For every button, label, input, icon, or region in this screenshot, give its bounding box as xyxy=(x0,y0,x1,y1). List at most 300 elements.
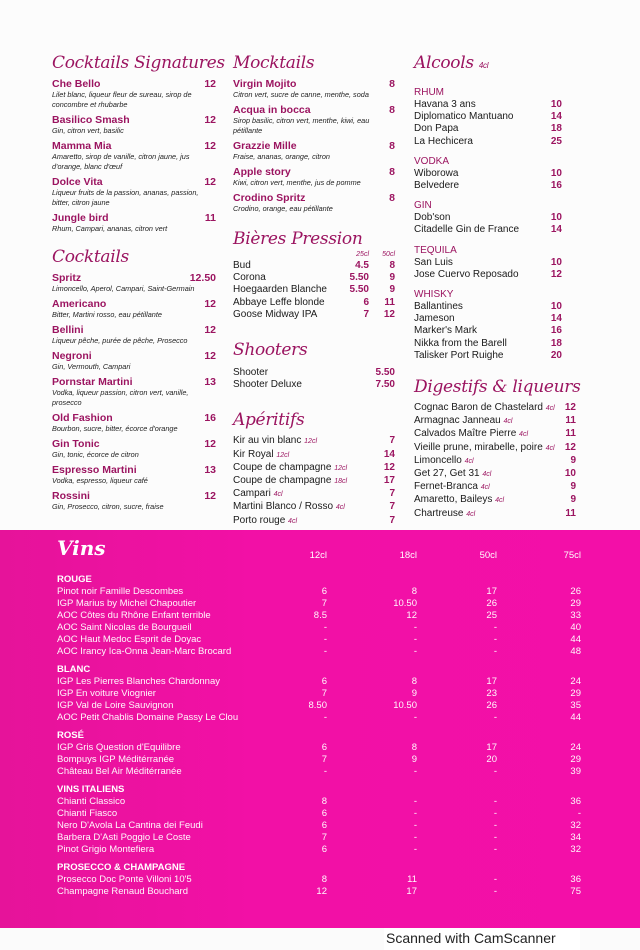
drink-price: 9 xyxy=(570,494,576,506)
menu-item-name: Crodino Spritz xyxy=(233,192,306,204)
mocktails-list xyxy=(233,78,395,214)
scanner-watermark: Scanned with CamScanner xyxy=(384,928,580,950)
wine-price-18cl: - xyxy=(413,646,417,657)
drink-label xyxy=(414,468,491,481)
menu-item-name: Che Bello xyxy=(52,78,101,90)
wine-row xyxy=(57,676,587,688)
alcools-list xyxy=(414,87,576,362)
spirit-row xyxy=(414,180,576,192)
wine-name: IGP Val de Loire Sauvignon xyxy=(57,700,174,711)
spirit-price: 14 xyxy=(550,313,562,325)
spirit-name: Jameson xyxy=(414,313,455,325)
menu-item-price: 12.50 xyxy=(189,272,216,284)
menu-item-description: Crodino, orange, eau pétillante xyxy=(233,204,333,213)
spirit-price: 12 xyxy=(550,268,562,280)
wine-price-18cl: - xyxy=(413,796,417,807)
wine-price-12cl: 7 xyxy=(321,832,327,843)
wine-name: IGP Gris Question d'Equilibre xyxy=(57,742,181,753)
menu-item xyxy=(52,140,216,172)
wine-price-75cl: 44 xyxy=(570,634,581,645)
wine-price-75cl: 48 xyxy=(570,646,581,657)
drink-label xyxy=(414,508,475,521)
wine-price-50cl: - xyxy=(493,844,497,855)
menu-item xyxy=(52,324,216,346)
wine-category-label: VINS ITALIENS xyxy=(57,784,125,795)
menu-item-price: 13 xyxy=(204,376,216,388)
spirit-row xyxy=(414,168,576,180)
menu-item-name: Virgin Mojito xyxy=(233,78,297,90)
spirit-row xyxy=(414,338,576,350)
wine-price-12cl: 6 xyxy=(321,742,327,753)
wine-price-12cl: 7 xyxy=(321,688,327,699)
wine-row xyxy=(57,796,587,808)
wine-category-label: ROUGE xyxy=(57,574,92,585)
drink-label xyxy=(414,402,555,415)
wine-row xyxy=(57,742,587,754)
beer-price-50cl: 8 xyxy=(389,260,395,271)
wine-price-50cl: - xyxy=(493,832,497,843)
spirit-price: 14 xyxy=(550,111,562,123)
spirit-row xyxy=(414,350,576,362)
drink-row xyxy=(414,442,576,455)
menu-item-price: 12 xyxy=(204,438,216,450)
menu-item-description: Liqueur pêche, purée de pêche, Prosecco xyxy=(52,336,188,345)
beer-size-header xyxy=(233,250,395,260)
wine-price-50cl: - xyxy=(493,712,497,723)
menu-item xyxy=(233,192,395,214)
drink-name: Campari xyxy=(233,488,271,500)
spirit-category-label: GIN xyxy=(414,200,432,212)
drink-name: Kir au vin blanc xyxy=(233,435,302,447)
wine-price-50cl: 26 xyxy=(486,598,497,609)
wine-row xyxy=(57,844,587,856)
menu-item-description: Lilet blanc, liqueur fleur de sureau, sirop de concombre et rhubarbe xyxy=(52,90,192,109)
wine-price-18cl: - xyxy=(413,844,417,855)
wine-row xyxy=(57,688,587,700)
menu-item-description: Bitter, Martini rosso, eau pétillante xyxy=(52,310,162,319)
menu-item-header xyxy=(52,464,216,476)
spirit-name: Havana 3 ans xyxy=(414,99,476,110)
drink-price: 9 xyxy=(570,481,576,493)
menu-item-price: 8 xyxy=(389,104,395,116)
menu-item-header xyxy=(52,350,216,362)
wine-row xyxy=(57,886,587,898)
wine-name: Prosecco Doc Ponte Villoni 10'5 xyxy=(57,874,192,885)
spirit-row xyxy=(414,136,576,148)
drink-price: 7.50 xyxy=(375,379,395,391)
menu-item-name: Espresso Martini xyxy=(52,464,137,476)
drink-price: 7 xyxy=(389,488,395,500)
menu-item-price: 8 xyxy=(389,192,395,204)
spirit-price: 10 xyxy=(550,167,562,179)
drink-price: 9 xyxy=(570,454,576,466)
section-title-shooters: Shooters xyxy=(233,340,308,361)
wine-price-12cl: 6 xyxy=(321,820,327,831)
drink-name: Porto rouge xyxy=(233,514,286,526)
beer-col-50cl: 50cl xyxy=(382,251,395,258)
wine-name: Pinot Grigio Montefiera xyxy=(57,844,155,855)
beer-list xyxy=(233,260,395,321)
drink-name: Shooter Deluxe xyxy=(233,379,302,391)
wine-price-12cl: 6 xyxy=(321,586,327,597)
drink-row xyxy=(233,367,395,379)
wine-name: Bompuys IGP Méditérranée xyxy=(57,754,175,765)
wine-name: Chianti Classico xyxy=(57,796,126,807)
drink-name: Vieille prune, mirabelle, poire xyxy=(414,441,543,453)
wine-price-75cl: 44 xyxy=(570,712,581,723)
spirit-name: Marker's Mark xyxy=(414,325,478,337)
menu-item-price: 12 xyxy=(204,350,216,362)
wine-name: Château Bel Air Méditérranée xyxy=(57,766,182,777)
drink-row xyxy=(414,402,576,415)
section-title-mocktails: Mocktails xyxy=(233,53,315,73)
wine-col-75cl: 75cl xyxy=(563,550,581,561)
menu-item-description: Gin, tonic, écorce de citron xyxy=(52,450,139,459)
drink-label xyxy=(233,367,268,379)
wine-row xyxy=(57,634,587,646)
spirit-price: 14 xyxy=(550,224,562,236)
menu-item-description: Vodka, espresso, liqueur café xyxy=(52,476,148,485)
wine-name: Barbera D'Asti Poggio Le Coste xyxy=(57,832,191,843)
menu-item xyxy=(52,212,216,234)
menu-item xyxy=(233,78,395,100)
beer-price-50cl: 9 xyxy=(389,272,395,284)
menu-item-header xyxy=(52,324,216,336)
drink-name: Amaretto, Baileys xyxy=(414,494,493,506)
wine-price-18cl: - xyxy=(413,622,417,633)
wine-price-50cl: 17 xyxy=(486,586,497,597)
wine-name: Chianti Fiasco xyxy=(57,808,118,819)
menu-item-header xyxy=(233,78,395,90)
wine-price-18cl: 9 xyxy=(411,754,417,765)
section-title-cocktails-signatures: Cocktails Signatures xyxy=(52,53,225,73)
wine-price-50cl: 23 xyxy=(486,688,497,699)
menu-item-price: 8 xyxy=(389,166,395,178)
wine-price-75cl: 29 xyxy=(570,754,581,765)
menu-item xyxy=(52,376,216,408)
drink-unit: 4cl xyxy=(482,471,492,479)
menu-item-name: Old Fashion xyxy=(52,412,113,424)
drink-row xyxy=(233,462,395,475)
menu-item-header xyxy=(233,104,395,116)
drink-row xyxy=(233,435,395,448)
spirit-price: 20 xyxy=(550,349,562,361)
menu-item-description: Sirop basilic, citron vert, menthe, kiwi, eau pétillante xyxy=(233,116,370,135)
menu-item-name: Basilico Smash xyxy=(52,114,130,126)
wine-row xyxy=(57,874,587,886)
wine-price-18cl: - xyxy=(413,808,417,819)
spirit-name: Wiborowa xyxy=(414,167,459,179)
wine-price-12cl: 7 xyxy=(321,754,327,765)
beer-price-25cl: 5.50 xyxy=(349,284,369,296)
wine-price-50cl: - xyxy=(493,766,497,777)
wine-price-18cl: 17 xyxy=(406,886,417,897)
drink-price: 11 xyxy=(565,507,576,519)
drink-price: 5.50 xyxy=(375,367,395,379)
drink-label xyxy=(414,442,555,455)
wine-price-12cl: - xyxy=(323,634,327,645)
menu-item-header xyxy=(233,166,395,178)
menu-item-header xyxy=(52,298,216,310)
spirit-category-label: WHISKY xyxy=(414,289,454,301)
drink-label xyxy=(414,415,512,428)
wine-price-12cl: 8 xyxy=(321,874,327,885)
wine-price-75cl: 75 xyxy=(570,886,581,897)
menu-item-header xyxy=(233,192,395,204)
beer-price-50cl: 11 xyxy=(384,296,395,308)
drink-name: Coupe de champagne xyxy=(233,475,332,487)
menu-item-name: Jungle bird xyxy=(52,212,109,224)
menu-item-price: 12 xyxy=(204,176,216,188)
wine-row xyxy=(57,808,587,820)
wine-list xyxy=(57,574,587,898)
wine-price-50cl: 17 xyxy=(486,742,497,753)
shooters-list xyxy=(233,367,395,391)
menu-item xyxy=(52,78,216,110)
menu-item xyxy=(233,140,395,162)
menu-item-header xyxy=(52,78,216,90)
beer-row xyxy=(233,284,395,296)
wine-col-18cl: 18cl xyxy=(399,550,417,561)
menu-item xyxy=(52,176,216,208)
wine-name: AOC Haut Medoc Esprit de Doyac xyxy=(57,634,202,645)
menu-item xyxy=(233,166,395,188)
spirit-price: 25 xyxy=(550,135,562,147)
wine-price-12cl: 6 xyxy=(321,844,327,855)
menu-item-name: Grazzie Mille xyxy=(233,140,297,152)
wine-col-12cl: 12cl xyxy=(309,550,327,561)
menu-item-name: Apple story xyxy=(233,166,291,178)
menu-item-price: 8 xyxy=(389,140,395,152)
wine-price-75cl: 33 xyxy=(570,610,581,621)
wine-price-18cl: - xyxy=(413,712,417,723)
menu-item-price: 16 xyxy=(204,412,216,424)
alcools-title-text: Alcools xyxy=(414,53,474,73)
wine-price-50cl: - xyxy=(493,796,497,807)
wine-price-12cl: 7 xyxy=(321,598,327,609)
wine-price-18cl: 8 xyxy=(411,742,417,753)
section-title-alcools xyxy=(414,52,576,77)
drink-price: 10 xyxy=(564,468,576,480)
wine-price-50cl: 26 xyxy=(486,700,497,711)
cocktails-signatures-list xyxy=(52,78,216,234)
menu-item-name: Negroni xyxy=(52,350,92,362)
spirit-name: Diplomatico Mantuano xyxy=(414,111,514,123)
drink-price: 12 xyxy=(383,461,395,473)
spirit-price: 18 xyxy=(550,123,562,135)
wine-price-12cl: 8 xyxy=(321,796,327,807)
wine-price-75cl: 36 xyxy=(570,796,581,807)
beer-col-25cl: 25cl xyxy=(356,251,369,258)
menu-item xyxy=(52,490,216,512)
spirit-price: 10 xyxy=(550,99,562,110)
spirit-name: Citadelle Gin de France xyxy=(414,224,520,236)
menu-item-name: Spritz xyxy=(52,272,82,284)
menu-item-header xyxy=(52,114,216,126)
spirit-name: Jose Cuervo Reposado xyxy=(414,268,519,280)
menu-item-name: Dolce Vita xyxy=(52,176,103,188)
alcools-unit: 4cl xyxy=(478,61,489,70)
drink-unit: 18cl xyxy=(334,478,348,486)
menu-item-header xyxy=(52,176,216,188)
drink-unit: 4cl xyxy=(288,517,297,525)
wine-price-12cl: 8.5 xyxy=(313,610,327,621)
wine-price-18cl: 8 xyxy=(411,676,417,687)
wine-price-75cl: 36 xyxy=(570,874,581,885)
wine-price-50cl: 25 xyxy=(486,610,497,621)
column-middle xyxy=(233,52,395,528)
drink-row xyxy=(233,501,395,514)
drink-label xyxy=(414,428,528,441)
drink-price: 11 xyxy=(565,415,576,427)
drink-unit: 4cl xyxy=(466,510,476,518)
beer-name: Bud xyxy=(233,260,251,271)
wine-category-label: ROSÉ xyxy=(57,730,84,741)
wine-price-50cl: - xyxy=(493,820,497,831)
menu-item-price: 12 xyxy=(204,490,216,502)
wine-name: Pinot noir Famille Descombes xyxy=(57,586,184,597)
drink-price: 17 xyxy=(383,475,395,487)
menu-item-description: Vodka, liqueur passion, citron vert, vanille, prosecco xyxy=(52,388,189,407)
drink-name: Chartreuse xyxy=(414,507,464,519)
wine-price-18cl: - xyxy=(413,820,417,831)
wine-price-18cl: 9 xyxy=(411,688,417,699)
drink-price: 11 xyxy=(565,428,576,440)
menu-item xyxy=(52,464,216,486)
spirit-row xyxy=(414,325,576,337)
wine-price-75cl: 34 xyxy=(570,832,581,843)
menu-item-description: Gin, Prosecco, citron, sucre, fraise xyxy=(52,502,164,511)
spirit-price: 16 xyxy=(550,325,562,337)
wine-price-18cl: 10.50 xyxy=(393,598,417,609)
drink-name: Limoncello xyxy=(414,454,462,466)
wine-row xyxy=(57,622,587,634)
drink-row xyxy=(414,481,576,494)
beer-name: Corona xyxy=(233,272,266,284)
wine-price-75cl: 29 xyxy=(570,688,581,699)
drink-label xyxy=(414,494,504,507)
spirit-name: La Hechicera xyxy=(414,135,473,147)
wine-price-12cl: 6 xyxy=(321,808,327,819)
drink-label xyxy=(233,501,345,514)
menu-item-description: Fraise, ananas, orange, citron xyxy=(233,152,330,161)
section-title-bieres: Bières Pression xyxy=(233,229,363,249)
menu-item-header xyxy=(52,212,216,224)
wine-price-50cl: - xyxy=(493,634,497,645)
menu-item-description: Gin, Vermouth, Campari xyxy=(52,362,131,371)
wine-name: Nero D'Avola La Cantina dei Feudi xyxy=(57,820,203,831)
drink-row xyxy=(233,475,395,488)
wine-price-75cl: 26 xyxy=(570,586,581,597)
drink-label xyxy=(233,462,347,475)
wine-price-18cl: - xyxy=(413,832,417,843)
menu-item-name: Acqua in bocca xyxy=(233,104,311,116)
wine-name: IGP Les Pierres Blanches Chardonnay xyxy=(57,676,220,687)
wine-price-12cl: - xyxy=(323,646,327,657)
wine-name: Champagne Renaud Bouchard xyxy=(57,886,188,897)
wine-price-50cl: - xyxy=(493,646,497,657)
section-title-aperitifs: Apéritifs xyxy=(233,410,305,431)
spirit-name: San Luis xyxy=(414,256,453,268)
drink-row xyxy=(233,449,395,462)
menu-item-price: 11 xyxy=(204,212,216,224)
wine-price-18cl: 8 xyxy=(411,586,417,597)
wine-price-12cl: - xyxy=(323,766,327,777)
wine-price-50cl: - xyxy=(493,886,497,897)
drink-unit: 12cl xyxy=(334,464,348,472)
menu-item-header xyxy=(233,140,395,152)
drink-unit: 4cl xyxy=(464,457,474,465)
wine-price-75cl: - xyxy=(577,808,581,819)
wine-price-12cl: 8.50 xyxy=(308,700,327,711)
wine-price-50cl: 20 xyxy=(486,754,497,765)
spirit-row xyxy=(414,269,576,281)
wine-price-75cl: 24 xyxy=(570,742,581,753)
drink-label xyxy=(414,455,474,468)
wine-price-50cl: 17 xyxy=(486,676,497,687)
spirit-row xyxy=(414,123,576,135)
menu-item-header xyxy=(52,412,216,424)
menu-item-price: 13 xyxy=(204,464,216,476)
drink-name: Cognac Baron de Chastelard xyxy=(414,402,543,414)
cocktails-list xyxy=(52,272,216,512)
spirit-row xyxy=(414,313,576,325)
spirit-row xyxy=(414,301,576,313)
spirit-category-label: VODKA xyxy=(414,155,450,167)
drink-unit: 4cl xyxy=(335,504,345,512)
beer-name: Hoegaarden Blanche xyxy=(233,284,327,296)
drink-price: 7 xyxy=(389,501,395,513)
wine-name: AOC Saint Nicolas de Bourgueil xyxy=(57,622,192,633)
wine-price-50cl: - xyxy=(493,622,497,633)
wine-price-75cl: 39 xyxy=(570,766,581,777)
column-right xyxy=(414,52,581,521)
wine-row xyxy=(57,700,587,712)
drink-label xyxy=(414,481,490,494)
drink-name: Martini Blanco / Rosso xyxy=(233,501,334,513)
spirit-row xyxy=(414,257,576,269)
wine-price-75cl: 32 xyxy=(570,820,581,831)
spirit-category-label: RHUM xyxy=(414,87,444,98)
drink-unit: 12cl xyxy=(304,438,317,446)
wine-price-18cl: 10.50 xyxy=(393,700,417,711)
beer-price-25cl: 6 xyxy=(363,296,369,308)
spirit-name: Talisker Port Ruighe xyxy=(414,349,504,361)
menu-item-header xyxy=(52,140,216,152)
spirit-row xyxy=(414,99,576,111)
drink-name: Calvados Maître Pierre xyxy=(414,428,517,440)
menu-item-description: Bourbon, sucre, bitter, écorce d'orange xyxy=(52,424,178,433)
drink-unit: 4cl xyxy=(545,444,555,452)
aperitifs-list xyxy=(233,435,395,527)
wine-col-50cl: 50cl xyxy=(479,550,497,561)
menu-item-description: Kiwi, citron vert, menthe, jus de pomme xyxy=(233,178,361,187)
beer-name: Abbaye Leffe blonde xyxy=(233,296,325,308)
drink-row xyxy=(414,468,576,481)
wine-row xyxy=(57,598,587,610)
menu-item-price: 12 xyxy=(204,140,216,152)
wine-row xyxy=(57,766,587,778)
menu-item-name: Americano xyxy=(52,298,107,310)
drink-label xyxy=(233,488,283,501)
menu-item xyxy=(52,438,216,460)
menu-item-description: Rhum, Campari, ananas, citron vert xyxy=(52,224,168,233)
wine-section xyxy=(0,530,640,928)
drink-price: 12 xyxy=(564,441,576,453)
spirit-row xyxy=(414,224,576,236)
beer-price-25cl: 5.50 xyxy=(349,272,369,284)
beer-name: Goose Midway IPA xyxy=(233,308,318,320)
